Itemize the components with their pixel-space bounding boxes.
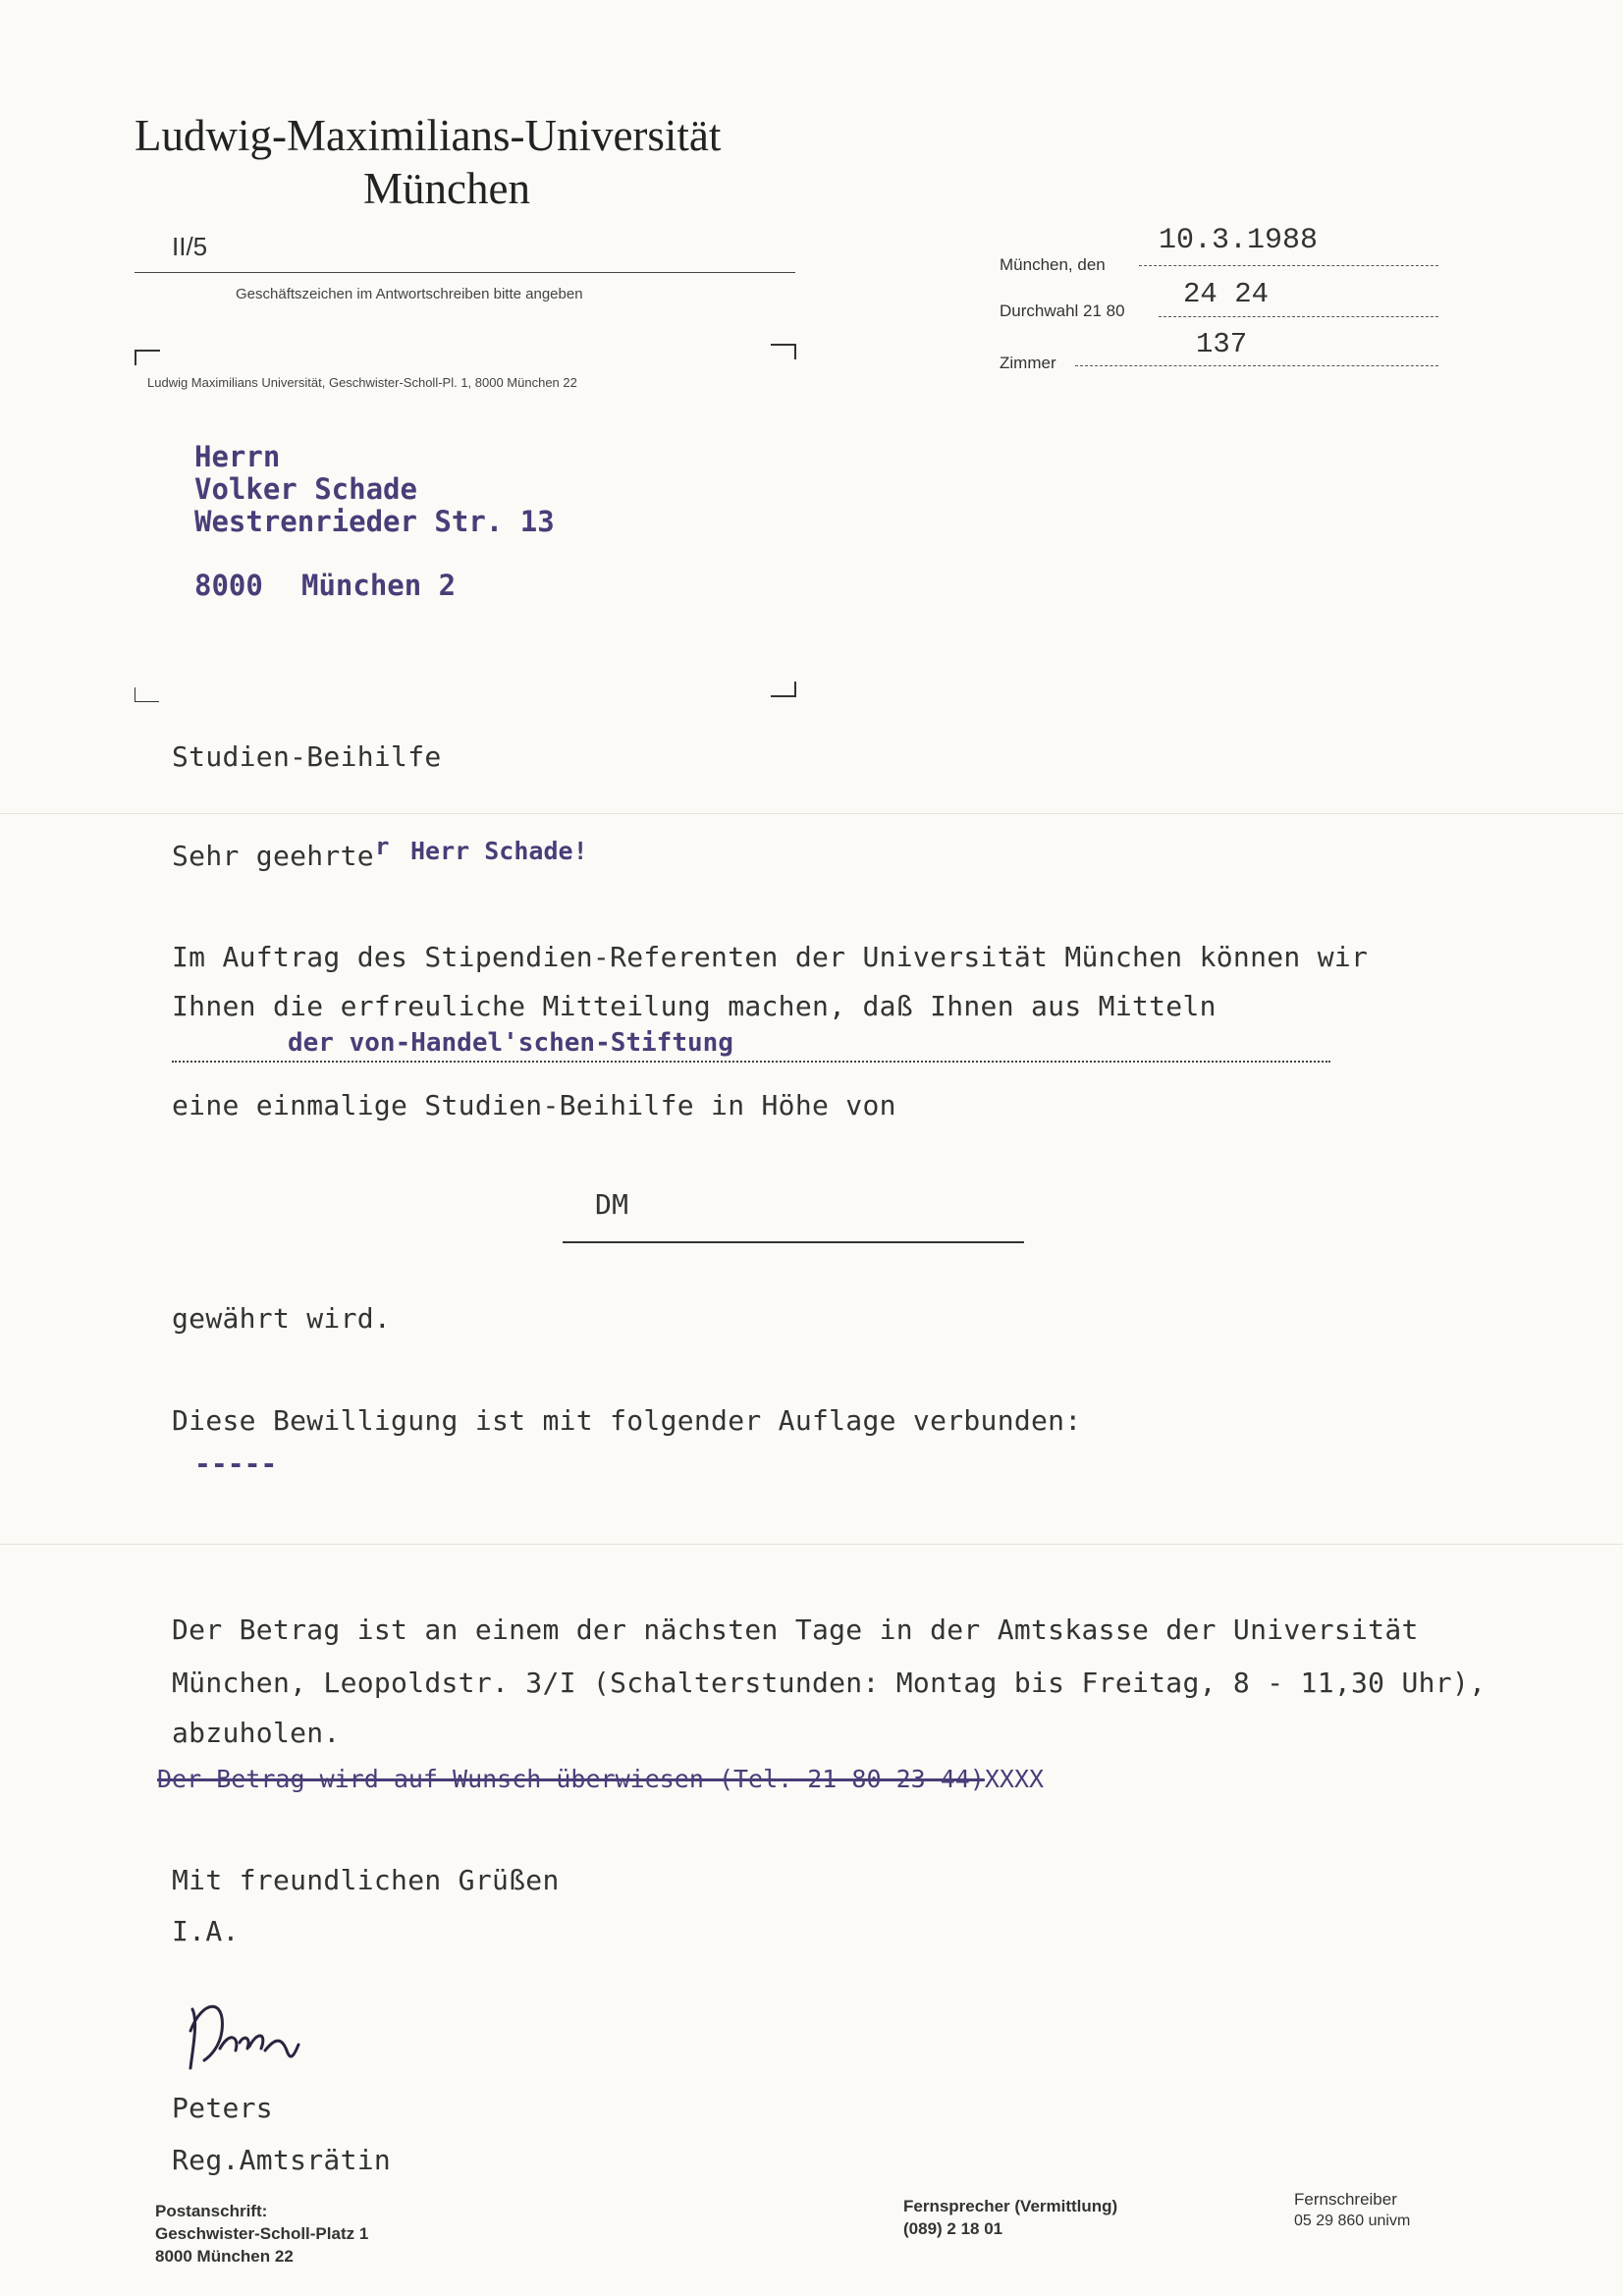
footer-telex-number: 05 29 860 univm	[1294, 2213, 1411, 2229]
paper-fold-line	[0, 813, 1623, 814]
paragraph-line: abzuholen.	[172, 1717, 341, 1749]
footer-postal-city: 8000 München 22	[155, 2247, 294, 2266]
amount-currency: DM	[595, 1188, 629, 1221]
footer-phone-number: (089) 2 18 01	[903, 2219, 1003, 2238]
signer-title: Reg.Amtsrätin	[172, 2144, 392, 2176]
signer-name: Peters	[172, 2092, 273, 2124]
date-label: München, den	[1000, 255, 1106, 274]
date-value: 10.3.1988	[1159, 224, 1319, 257]
university-city: München	[363, 164, 530, 213]
strike-filler: XXXX	[984, 1765, 1045, 1793]
address-window-corner	[135, 687, 159, 702]
on-behalf-text: I.A.	[172, 1915, 240, 1947]
footer-telex-label: Fernschreiber	[1294, 2190, 1397, 2209]
signature	[179, 1992, 346, 2090]
struck-out-text: Der Betrag wird auf Wunsch überwiesen (Tel. 21 80 23 44)	[157, 1765, 985, 1793]
recipient-street: Westrenrieder Str. 13	[194, 505, 555, 538]
room-label: Zimmer	[1000, 354, 1056, 372]
date-line	[1139, 265, 1438, 266]
closing-text: Mit freundlichen Grüßen	[172, 1864, 560, 1896]
address-window-corner	[771, 344, 796, 359]
greeting-suffix: r	[375, 833, 390, 860]
footer-postal-label: Postanschrift:	[155, 2202, 268, 2220]
letter-subject: Studien-Beihilfe	[172, 740, 442, 773]
greeting-prefix: Sehr geehrte	[172, 840, 374, 872]
foundation-name: der von-Handel'schen-Stiftung	[288, 1028, 733, 1058]
footer-postal-street: Geschwister-Scholl-Platz 1	[155, 2224, 369, 2243]
address-window-corner	[135, 350, 160, 365]
phone-extension-line	[1159, 316, 1438, 317]
paragraph-line: Der Betrag ist an einem der nächsten Tage in der Amtskasse der Universität	[172, 1613, 1419, 1646]
recipient-postcode: 8000	[194, 569, 263, 602]
return-address: Ludwig Maximilians Universität, Geschwister-Scholl-Pl. 1, 8000 München 22	[147, 375, 577, 390]
greeting-name: Herr Schade!	[410, 837, 588, 865]
paragraph-line: München, Leopoldstr. 3/I (Schalterstunden: Montag bis Freitag, 8 - 11,30 Uhr),	[172, 1667, 1487, 1699]
foundation-dotted-line	[172, 1061, 1330, 1063]
paragraph-line: Ihnen die erfreuliche Mitteilung machen, daß Ihnen aus Mitteln	[172, 990, 1217, 1022]
granted-text: gewährt wird.	[172, 1302, 392, 1335]
university-name: Ludwig-Maximilians-Universität	[135, 111, 722, 160]
condition-text: Diese Bewilligung ist mit folgender Auflage verbunden:	[172, 1404, 1082, 1437]
footer-phone-label: Fernsprecher (Vermittlung)	[903, 2197, 1118, 2215]
recipient-city: München 2	[301, 569, 457, 602]
address-window-corner	[771, 682, 796, 697]
struck-out-line	[157, 1765, 1044, 1793]
paragraph-line: Im Auftrag des Stipendien-Referenten der Universität München können wir	[172, 941, 1369, 973]
reference-line	[135, 272, 795, 273]
paper-fold-line	[0, 1544, 1623, 1545]
recipient-salutation: Herrn	[194, 440, 281, 473]
paragraph-line: eine einmalige Studien-Beihilfe in Höhe von	[172, 1089, 896, 1121]
room-value: 137	[1196, 328, 1248, 360]
phone-extension-value: 24 24	[1183, 278, 1270, 310]
amount-line	[563, 1241, 1024, 1243]
reference-code: II/5	[172, 232, 208, 261]
reference-note: Geschäftszeichen im Antwortschreiben bitte angeben	[236, 286, 583, 302]
recipient-name: Volker Schade	[194, 472, 417, 506]
phone-extension-label: Durchwahl 21 80	[1000, 301, 1125, 320]
room-line	[1075, 365, 1438, 366]
condition-value: -----	[194, 1448, 278, 1480]
